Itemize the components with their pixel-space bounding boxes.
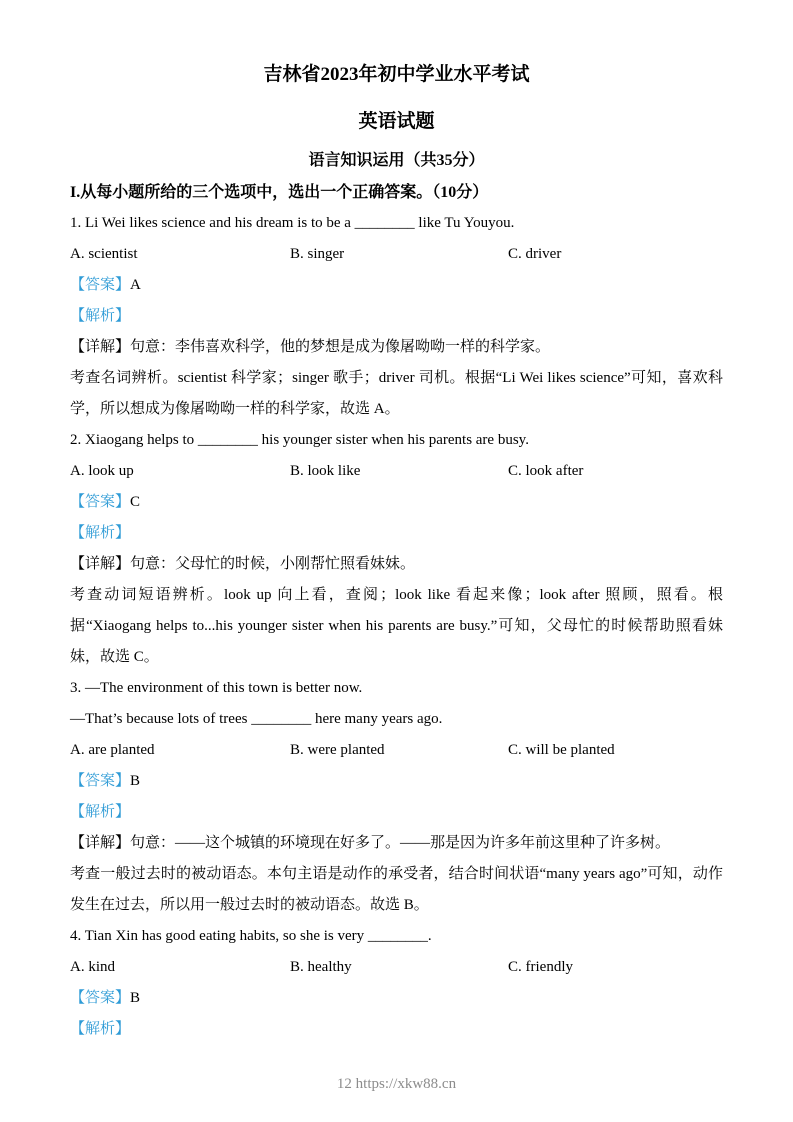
- question-4-option-a: A. kind: [70, 959, 115, 975]
- document-subtitle: 英语试题: [358, 111, 435, 132]
- question-4-option-c: C. friendly: [508, 959, 573, 975]
- question-4-options: [70, 952, 723, 983]
- question-3-analysis-line: [70, 797, 723, 828]
- question-1-answer-line: [70, 270, 723, 301]
- question-4-option-b: B. healthy: [290, 959, 352, 975]
- question-3-option-c: C. will be planted: [508, 742, 615, 758]
- question-2-option-c: C. look after: [508, 463, 584, 479]
- document-title: 吉林省2023年初中学业水平考试: [263, 64, 530, 85]
- analysis-label: 【解析】: [70, 308, 131, 324]
- question-4-answer-value: B: [130, 990, 141, 1006]
- question-2-option-b: B. look like: [290, 463, 361, 479]
- analysis-label: 【解析】: [70, 525, 131, 541]
- question-2-answer-value: C: [130, 494, 141, 510]
- question-3-explanation-1: 【详解】句意：——这个城镇的环境现在好多了。——那是因为许多年前这里种了许多树。: [70, 835, 671, 851]
- question-1-option-a: A. scientist: [70, 246, 138, 262]
- question-3-options: [70, 735, 723, 766]
- page-footer: 12 https://xkw88.cn: [336, 1076, 457, 1092]
- question-3: [70, 673, 723, 921]
- question-4-stem: 4. Tian Xin has good eating habits, so she is very ________.: [70, 928, 432, 944]
- question-1-answer-value: A: [130, 277, 141, 293]
- question-2-stem: 2. Xiaogang helps to ________ his younger sister when his parents are busy.: [70, 432, 529, 448]
- question-1-stem: 1. Li Wei likes science and his dream is to be a ________ like Tu Youyou.: [70, 215, 515, 231]
- question-1-options: [70, 239, 723, 270]
- question-2-explanation-2: 考查动词短语辨析。look up 向上看，查阅；look like 看起来像；look after 照顾，照看。根据“Xiaogang helps to...his younger sister when his parents are busy.”可知，父母忙的时候帮助照看妹妹，故选 C。: [70, 587, 723, 665]
- question-2: [70, 425, 723, 673]
- question-2-answer-line: [70, 487, 723, 518]
- question-3-answer-line: [70, 766, 723, 797]
- question-3-explanation-2: 考查一般过去时的被动语态。本句主语是动作的承受者，结合时间状语“many years ago”可知，动作发生在过去，所以用一般过去时的被动语态。故选 B。: [70, 866, 723, 913]
- answer-label: 【答案】: [70, 990, 131, 1006]
- question-1-explanation-1: 【详解】句意：李伟喜欢科学，他的梦想是成为像屠呦呦一样的科学家。: [70, 339, 551, 355]
- question-1-option-c: C. driver: [508, 246, 562, 262]
- question-1: [70, 208, 723, 425]
- answer-label: 【答案】: [70, 277, 131, 293]
- analysis-label: 【解析】: [70, 804, 131, 820]
- question-4-answer-line: [70, 983, 723, 1014]
- answer-label: 【答案】: [70, 773, 131, 789]
- question-4: [70, 921, 723, 1045]
- question-1-explanation-2: 考查名词辨析。scientist 科学家；singer 歌手；driver 司机。根据“Li Wei likes science”可知，喜欢科学，所以想成为像屠呦呦一样的科学家，故选 A。: [70, 370, 723, 417]
- section-heading: 语言知识运用（共35分）: [308, 152, 485, 169]
- question-2-option-a: A. look up: [70, 463, 134, 479]
- question-3-answer-value: B: [130, 773, 141, 789]
- question-2-analysis-line: [70, 518, 723, 549]
- question-3-stem-line-2: —That’s because lots of trees ________ here many years ago.: [70, 711, 443, 727]
- question-3-stem-line-1: 3. —The environment of this town is better now.: [70, 680, 363, 696]
- question-3-option-a: A. are planted: [70, 742, 155, 758]
- question-1-analysis-line: [70, 301, 723, 332]
- answer-label: 【答案】: [70, 494, 131, 510]
- question-3-option-b: B. were planted: [290, 742, 385, 758]
- question-2-explanation-1: 【详解】句意：父母忙的时候，小刚帮忙照看妹妹。: [70, 556, 416, 572]
- question-1-option-b: B. singer: [290, 246, 345, 262]
- question-4-analysis-line: [70, 1014, 723, 1045]
- question-2-options: [70, 456, 723, 487]
- instruction-line: I.从每小题所给的三个选项中，选出一个正确答案。（10分）: [70, 184, 489, 201]
- analysis-label: 【解析】: [70, 1021, 131, 1037]
